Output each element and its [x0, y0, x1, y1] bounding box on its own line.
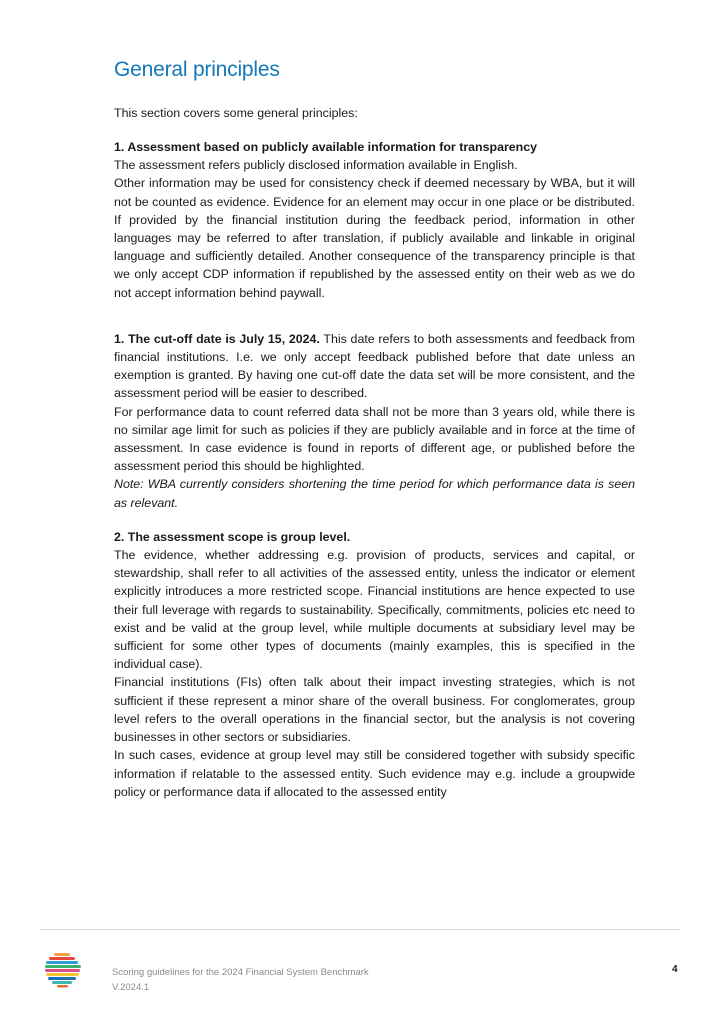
section-heading: 1. The cut-off date is July 15, 2024.: [114, 331, 320, 346]
footer-version: V.2024.1: [112, 982, 150, 993]
page-content: [114, 58, 635, 801]
footer-text: [112, 965, 369, 995]
section-scope: [114, 528, 635, 801]
section-transparency: [114, 138, 635, 302]
section-heading: 2. The assessment scope is group level.: [114, 529, 351, 544]
wba-logo-icon: [44, 951, 82, 989]
paragraph: Financial institutions (FIs) often talk about their impact investing strategies, which is not sufficient if these represent a minor share of the overall business. For conglomerates, group level refers to the overall operations in the financial sector, but the analysis is not covering businesses in other sectors or subsidiaries.: [114, 675, 635, 745]
paragraph-lead: This date refers to both assessments and feedback from financial institutions. I.e. we only accept feedback published before that date unless an exemption is granted. By having one cut-off date the data set will be more consistent, and the assessment period will be easier to described.: [114, 331, 635, 401]
paragraph: The assessment refers publicly disclosed information available in English.: [114, 158, 518, 173]
section-heading: 1. Assessment based on publicly available information for transparency: [114, 140, 538, 154]
page-number: 4: [672, 964, 678, 975]
section-cutoff: [114, 330, 635, 512]
footer-divider: [40, 929, 680, 930]
paragraph: The evidence, whether addressing e.g. provision of products, services and capital, or stewardship, shall refer to all activities of the assessed entity, unless the indicator or element explicitly introduces a more restricted scope. Financial institutions are hence expected to use their full leverage with regards to sustainability. Specifically, commitments, policies etc need to exist and be valid at the group level, while multiple documents at subsidiary level may be sufficient for some other types of documents (mainly examples, this is specified in the individual case).: [114, 548, 635, 672]
paragraph: In such cases, evidence at group level may still be considered together with subsidy specific information if relatable to the assessed entity. Such evidence may e.g. include a groupwide policy or performance data if allocated to the assessed entity: [114, 748, 635, 799]
paragraph: Other information may be used for consistency check if deemed necessary by WBA, but it will not be counted as evidence. Evidence for an element may occur in one place or be distributed. If provided by the financial institution during the feedback period, information in other languages may be referred to after translation, if publicly available and linkable in original language and sufficiently detailed. Another consequence of the transparency principle is that we only accept CDP information if republished by the assessed entity on their web as we do not accept information behind paywall.: [114, 176, 635, 300]
page-title: General principles: [114, 58, 280, 81]
paragraph: [114, 330, 635, 403]
footer-title: Scoring guidelines for the 2024 Financial System Benchmark: [112, 967, 369, 978]
paragraph: For performance data to count referred data shall not be more than 3 years old, while there is no similar age limit for such as policies if they are publicly available and in force at the time of assessment. In case evidence is found in reports of different age, or published before the assessment period this should be highlighted.: [114, 404, 635, 474]
note: Note: WBA currently considers shortening the time period for which performance data is seen as relevant.: [114, 477, 635, 510]
intro-text: This section covers some general principles:: [114, 106, 358, 120]
